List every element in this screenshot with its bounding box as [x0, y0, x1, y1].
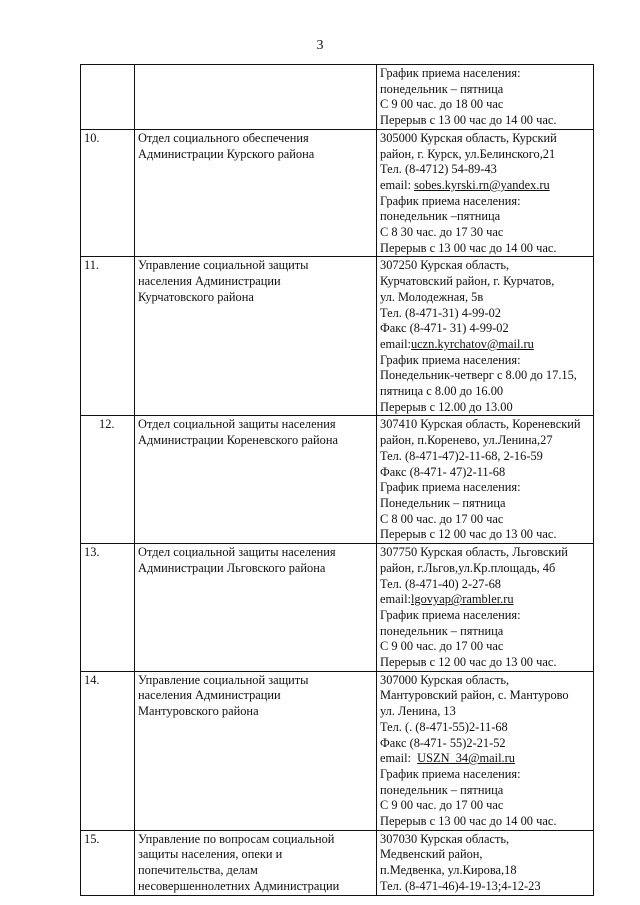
- contact-line: Тел. (8-4712) 54-89-43: [380, 162, 497, 177]
- office-name-line: Управление социальной защиты: [138, 258, 309, 273]
- contact-line: Тел. (8-471-40) 2-27-68: [380, 576, 501, 591]
- email-line: [380, 337, 590, 353]
- contact-line: График приема населения:: [380, 66, 521, 80]
- contact-line: 307250 Курская область,: [380, 258, 510, 273]
- email-line: [380, 592, 590, 608]
- email-label: email:: [380, 177, 415, 192]
- office-contact-cell: [377, 671, 594, 830]
- email-label: email:: [380, 592, 411, 607]
- contact-line: ул. Ленина, 13: [380, 704, 456, 719]
- office-name-line: населения Администрации: [138, 688, 281, 703]
- contact-line: понедельник – пятница: [380, 782, 504, 797]
- office-name-line: Мантуровского района: [138, 704, 259, 719]
- row-number: [81, 65, 135, 130]
- contact-line: Перерыв с 12 00 час до 13 00 час.: [380, 527, 557, 542]
- table-row: [81, 544, 594, 672]
- contact-line: График приема населения:: [380, 193, 521, 208]
- contact-line: район, п.Коренево, ул.Ленина,27: [380, 433, 553, 448]
- contact-line: График приема населения:: [380, 607, 521, 622]
- contact-line: 307410 Курская область, Кореневский: [380, 417, 581, 432]
- office-contact-cell: [377, 65, 594, 130]
- contact-line: п.Медвенка, ул.Кирова,18: [380, 863, 517, 878]
- contact-line: Понедельник-четверг с 8.00 до 17.15,: [380, 368, 577, 383]
- contact-line: 307750 Курская область, Льговский: [380, 545, 568, 560]
- office-name-cell: [135, 544, 377, 672]
- contact-line: С 8 00 час. до 17 00 час: [380, 511, 504, 526]
- office-contact-cell: [377, 830, 594, 895]
- row-number: 11.: [81, 257, 135, 416]
- page-number: 3: [316, 38, 324, 53]
- contact-line: График приема населения:: [380, 480, 521, 495]
- contact-line: 305000 Курская область, Курский: [380, 130, 557, 145]
- table-row: [81, 65, 594, 130]
- contact-line: С 9 00 час. до 17 00 час: [380, 639, 504, 654]
- table-row: [81, 671, 594, 830]
- offices-table-body: [81, 65, 594, 896]
- office-name-line: Управление социальной защиты: [138, 672, 309, 687]
- office-name-cell: [135, 65, 377, 130]
- contact-line: Перерыв с 12 00 час до 13 00 час.: [380, 655, 557, 670]
- office-contact-cell: [377, 257, 594, 416]
- office-name-line: несовершеннолетних Администрации: [138, 878, 340, 893]
- email-line: [380, 178, 590, 194]
- contact-line: Перерыв с 13 00 час до 14 00 час.: [380, 240, 557, 255]
- office-name-line: Отдел социальной защиты населения: [138, 545, 336, 560]
- office-contact-cell: [377, 544, 594, 672]
- row-number: 12.: [81, 416, 135, 544]
- contact-line: Перерыв с 13 00 час до 14 00 час.: [380, 113, 557, 128]
- office-contact-cell: [377, 416, 594, 544]
- row-number: 13.: [81, 544, 135, 672]
- email-link[interactable]: lgovyap@rambler.ru: [410, 592, 514, 607]
- contact-line: Тел. (8-471-47)2-11-68, 2-16-59: [380, 448, 543, 463]
- contact-line: понедельник – пятница: [380, 81, 504, 96]
- table-row: [81, 416, 594, 544]
- contact-line: пятница с 8.00 до 16.00: [380, 384, 504, 399]
- contact-line: Тел. (8-471-46)4-19-13;4-12-23: [380, 878, 541, 893]
- contact-line: район, г.Льгов,ул.Кр.площадь, 4б: [380, 560, 556, 575]
- office-name-line: Отдел социального обеспечения: [138, 130, 309, 145]
- email-label: email:: [380, 751, 418, 766]
- contact-line: Перерыв с 12.00 до 13.00: [380, 399, 513, 414]
- contact-line: Факс (8-471- 55)2-21-52: [380, 735, 506, 750]
- contact-line: Перерыв с 13 00 час до 14 00 час.: [380, 814, 557, 829]
- office-name-line: попечительства, делам: [138, 863, 258, 878]
- contact-line: ул. Молодежная, 5в: [380, 289, 484, 304]
- office-name-cell: [135, 257, 377, 416]
- contact-line: Факс (8-471- 31) 4-99-02: [380, 321, 509, 336]
- office-name-line: Администрации Кореневского района: [138, 433, 338, 448]
- contact-line: район, г. Курск, ул.Белинского,21: [380, 146, 556, 161]
- row-number: 10.: [81, 129, 135, 257]
- contact-line: Тел. (. (8-471-55)2-11-68: [380, 719, 508, 734]
- contact-line: понедельник –пятница: [380, 209, 501, 224]
- office-name-cell: [135, 416, 377, 544]
- contact-line: С 8 30 час. до 17 30 час: [380, 225, 504, 240]
- contact-line: Факс (8-471- 47)2-11-68: [380, 464, 506, 479]
- office-name-line: Управление по вопросам социальной: [138, 831, 335, 846]
- office-name-cell: [135, 830, 377, 895]
- email-link[interactable]: USZN_34@mail.ru: [417, 751, 515, 766]
- office-name-line: Администрации Курского района: [138, 146, 315, 161]
- office-name-line: Администрации Льговского района: [138, 560, 326, 575]
- contact-line: График приема населения:: [380, 352, 521, 367]
- office-name-cell: [135, 671, 377, 830]
- office-name-line: населения Администрации: [138, 274, 281, 289]
- contact-line: С 9 00 час. до 17 00 час: [380, 798, 504, 813]
- contact-line: С 9 00 час. до 18 00 час: [380, 97, 504, 112]
- email-link[interactable]: uczn.kyrchatov@mail.ru: [410, 336, 534, 351]
- contact-line: Медвенский район,: [380, 847, 483, 862]
- office-name-line: Отдел социальной защиты населения: [138, 417, 336, 432]
- contact-line: 307030 Курская область,: [380, 831, 510, 846]
- contact-line: Курчатовский район, г. Курчатов,: [380, 274, 555, 289]
- email-line: [380, 751, 590, 767]
- contact-line: График приема населения:: [380, 766, 521, 781]
- contact-line: Мантуровский район, с. Мантурово: [380, 688, 569, 703]
- row-number: 15.: [81, 830, 135, 895]
- office-name-cell: [135, 129, 377, 257]
- office-name-line: защиты населения, опеки и: [138, 847, 283, 862]
- office-name-line: Курчатовского района: [138, 289, 254, 304]
- table-row: [81, 129, 594, 257]
- office-contact-cell: [377, 129, 594, 257]
- contact-line: Тел. (8-471-31) 4-99-02: [380, 305, 501, 320]
- contact-line: 307000 Курская область,: [380, 672, 510, 687]
- contact-line: Понедельник – пятница: [380, 495, 506, 510]
- table-row: [81, 257, 594, 416]
- offices-table: [80, 64, 594, 896]
- contact-line: понедельник – пятница: [380, 623, 504, 638]
- email-label: email:: [380, 336, 411, 351]
- row-number: 14.: [81, 671, 135, 830]
- table-row: [81, 830, 594, 895]
- email-link[interactable]: sobes.kyrski.rn@yandex.ru: [414, 177, 550, 192]
